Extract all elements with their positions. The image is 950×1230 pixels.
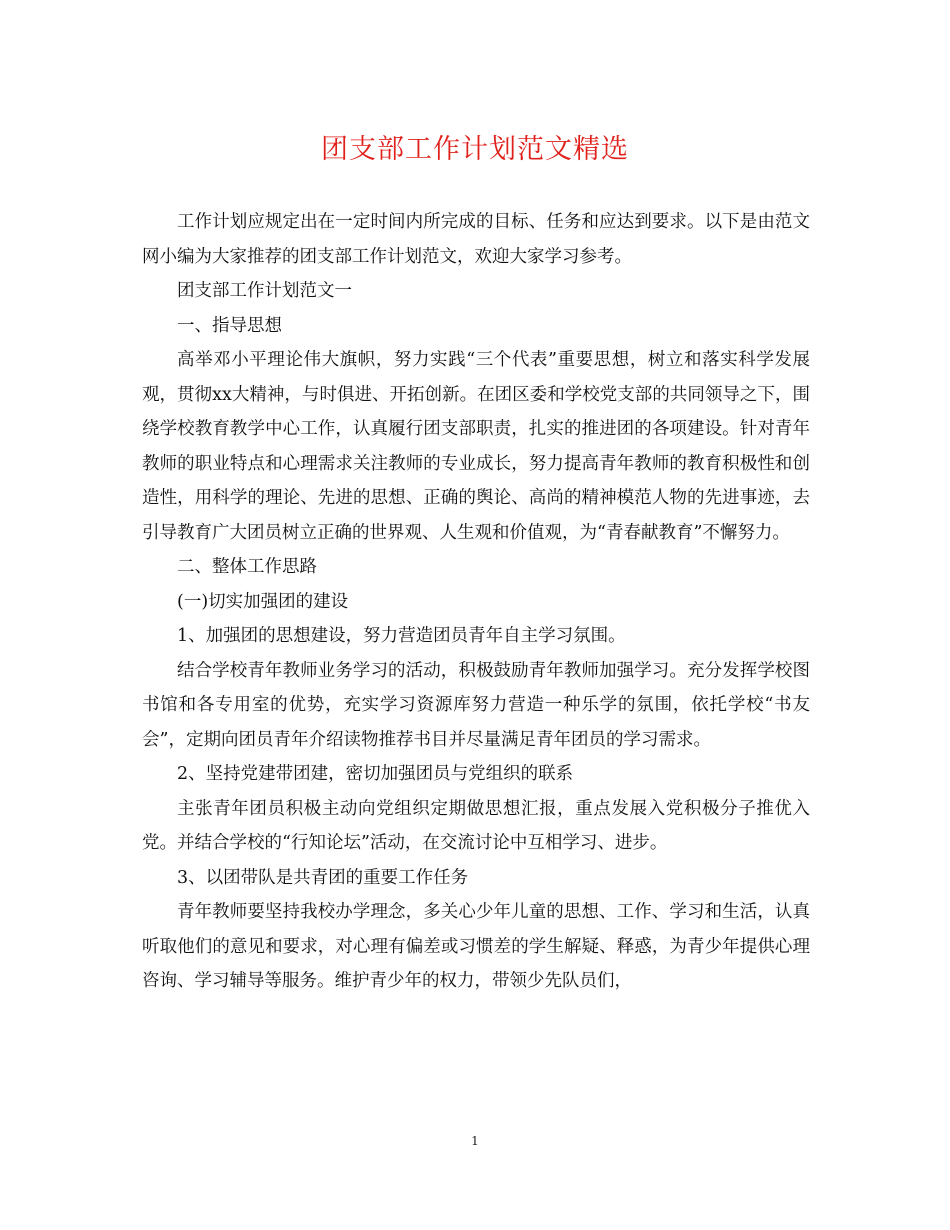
paragraph-item-3: 青年教师要坚持我校办学理念，多关心少年儿童的思想、工作、学习和生活，认真听取他们的意见和要求，对心理有偏差或习惯差的学生解疑、释惑，为青少年提供心理咨询、学习辅导等服务。维护青少年的权力，带领少先队员们， <box>142 902 810 991</box>
page-number: 1 <box>471 1134 479 1148</box>
section-heading-sample-one: 团支部工作计划范文一 <box>177 281 352 301</box>
paragraph-item-1: 结合学校青年教师业务学习的活动，积极鼓励青年教师加强学习。充分发挥学校图书馆和各专用室的优势，充实学习资源库努力营造一种乐学的氛围，依托学校“书友会”，定期向团员青年介绍读物推荐书目并尽量满足青年团员的学习需求。 <box>142 660 810 750</box>
document-title: 团支部工作计划范文精选 <box>321 134 629 165</box>
paragraph-guiding-ideology: 高举邓小平理论伟大旗帜，努力实践“三个代表”重要思想，树立和落实科学发展观，贯彻xx大精神，与时俱进、开拓创新。在团区委和学校党支部的共同领导之下，围绕学校教育教学中心工作，认真履行团支部职责，扎实的推进团的各项建设。针对青年教师的职业特点和心理需求关注教师的专业成长，努力提高青年教师的教育积极性和创造性，用科学的理论、先进的思想、正确的舆论、高尚的精神模范人物的先进事迹，去引导教育广大团员树立正确的世界观、人生观和价值观，为“青春献教育”不懈努力。 <box>142 350 810 543</box>
section-heading-guiding-ideology: 一、指导思想 <box>177 315 282 336</box>
paragraph-intro: 工作计划应规定出在一定时间内所完成的目标、任务和应达到要求。以下是由范文网小编为大家推荐的团支部工作计划范文，欢迎大家学习参考。 <box>142 212 810 267</box>
section-heading-overall-approach: 二、整体工作思路 <box>177 557 317 577</box>
paragraph-item-2: 主张青年团员积极主动向党组织定期做思想汇报，重点发展入党积极分子推优入党。并结合学校的“行知论坛”活动，在交流讨论中互相学习、进步。 <box>142 798 810 853</box>
document-body <box>142 205 810 999</box>
item-heading-2: 2、坚持党建带团建，密切加强团员与党组织的联系 <box>177 764 574 784</box>
item-heading-3: 3、以团带队是共青团的重要工作任务 <box>177 867 469 888</box>
item-heading-1: 1、加强团的思想建设，努力营造团员青年自主学习氛围。 <box>177 626 626 646</box>
subsection-heading-strengthen-league: (一)切实加强团的建设 <box>177 591 349 612</box>
